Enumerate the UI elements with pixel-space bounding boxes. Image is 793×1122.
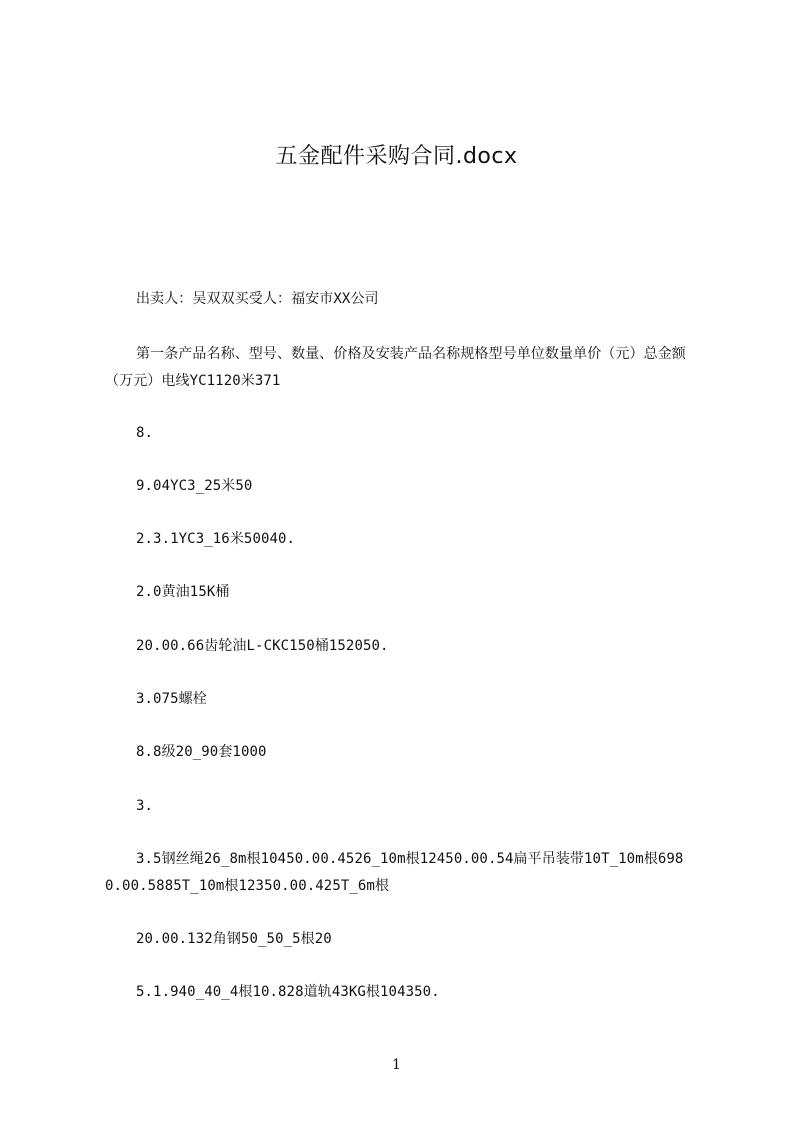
paragraph-item: 9.04YC3_25米50	[136, 478, 253, 494]
paragraph-item: 20.00.132角钢50_50_5根20	[136, 931, 332, 947]
paragraph-item: 2.3.1YC3_16米50040.	[136, 531, 296, 547]
paragraph-article-1: 第一条产品名称、型号、数量、价格及安装产品名称规格型号单位数量单价（元）总金额（万元）电线YC1120米371	[105, 346, 686, 389]
paragraph-item: 3.075螺栓	[136, 691, 207, 707]
paragraph-item: 3.5钢丝绳26_8m根10450.00.4526_10m根12450.00.54扁平吊装带10T_10m根6980.00.5885T_10m根12350.00.425T_6m根	[105, 851, 684, 894]
paragraph-parties: 出卖人：吴双双买受人：福安市XX公司	[136, 291, 379, 307]
paragraph-item: 8.	[136, 425, 154, 441]
paragraph-item: 2.0黄油15K桶	[136, 584, 230, 600]
paragraph-item: 3.	[136, 798, 154, 814]
paragraph-item: 5.1.940_40_4根10.828道轨43KG根104350.	[136, 984, 440, 1000]
document-title: 五金配件采购合同.docx	[275, 144, 518, 169]
paragraph-item: 20.00.66齿轮油L-CKC150桶152050.	[136, 638, 389, 654]
paragraph-item: 8.8级20_90套1000	[136, 744, 267, 760]
page-number: 1	[392, 1057, 401, 1073]
